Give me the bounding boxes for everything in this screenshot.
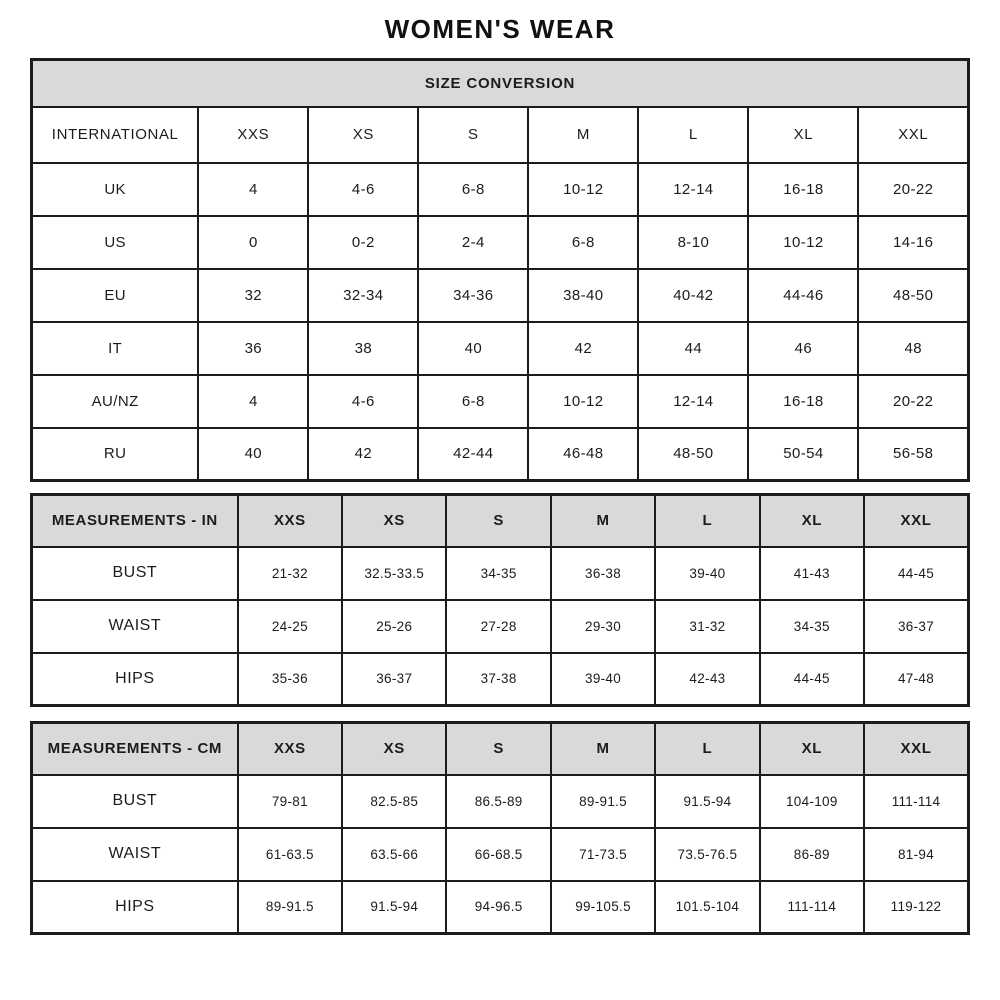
- size-cell: 0-2: [308, 216, 418, 269]
- table-row-eu: [32, 269, 969, 322]
- table-row-aunz: [32, 375, 969, 428]
- size-cell: 4: [198, 375, 308, 428]
- measure-cell: 82.5-85: [342, 775, 446, 828]
- size-cell: 48: [858, 322, 968, 375]
- size-cell: 40: [418, 322, 528, 375]
- measure-cell: 101.5-104: [655, 881, 759, 934]
- size-cell: 36: [198, 322, 308, 375]
- measure-cell: 71-73.5: [551, 828, 655, 881]
- column-header-row: [32, 495, 969, 547]
- table-row-hips-cm: [32, 881, 969, 934]
- row-label: WAIST: [32, 600, 238, 653]
- table-row-us: [32, 216, 969, 269]
- measure-cell: 37-38: [446, 653, 550, 706]
- measure-cell: 27-28: [446, 600, 550, 653]
- row-label: IT: [32, 322, 199, 375]
- size-cell: 48-50: [638, 428, 748, 481]
- size-cell: 34-36: [418, 269, 528, 322]
- col-header-xl: XL: [748, 107, 858, 163]
- measurements-in-table: [30, 493, 970, 707]
- size-cell: 16-18: [748, 375, 858, 428]
- col-header-xxs: XXS: [238, 495, 342, 547]
- size-cell: 12-14: [638, 375, 748, 428]
- col-header-xxl: XXL: [864, 495, 968, 547]
- measure-cell: 91.5-94: [342, 881, 446, 934]
- row-label: BUST: [32, 775, 238, 828]
- table-row-waist-in: [32, 600, 969, 653]
- size-cell: 4-6: [308, 163, 418, 216]
- measurements-cm-header: MEASUREMENTS - CM: [32, 723, 238, 775]
- measure-cell: 99-105.5: [551, 881, 655, 934]
- size-cell: 6-8: [418, 163, 528, 216]
- size-cell: 38: [308, 322, 418, 375]
- size-cell: 10-12: [528, 375, 638, 428]
- measure-cell: 35-36: [238, 653, 342, 706]
- col-header-xs: XS: [308, 107, 418, 163]
- size-cell: 2-4: [418, 216, 528, 269]
- column-header-row: [32, 107, 969, 163]
- size-cell: 14-16: [858, 216, 968, 269]
- size-conversion-banner: SIZE CONVERSION: [32, 60, 969, 107]
- row-label: BUST: [32, 547, 238, 600]
- size-cell: 40: [198, 428, 308, 481]
- col-header-international: INTERNATIONAL: [32, 107, 199, 163]
- measure-cell: 39-40: [655, 547, 759, 600]
- measure-cell: 47-48: [864, 653, 968, 706]
- table-row-bust-cm: [32, 775, 969, 828]
- column-header-row: [32, 723, 969, 775]
- row-label: RU: [32, 428, 199, 481]
- size-cell: 32-34: [308, 269, 418, 322]
- measure-cell: 29-30: [551, 600, 655, 653]
- measure-cell: 119-122: [864, 881, 968, 934]
- size-cell: 50-54: [748, 428, 858, 481]
- size-conversion-table: [30, 58, 970, 482]
- row-label: US: [32, 216, 199, 269]
- col-header-m: M: [551, 495, 655, 547]
- table-banner-row: [32, 60, 969, 107]
- col-header-xxl: XXL: [864, 723, 968, 775]
- size-cell: 6-8: [418, 375, 528, 428]
- table-row-it: [32, 322, 969, 375]
- size-cell: 42: [528, 322, 638, 375]
- col-header-m: M: [551, 723, 655, 775]
- measure-cell: 44-45: [864, 547, 968, 600]
- size-cell: 4: [198, 163, 308, 216]
- measure-cell: 36-37: [342, 653, 446, 706]
- size-cell: 6-8: [528, 216, 638, 269]
- row-label: HIPS: [32, 653, 238, 706]
- measure-cell: 63.5-66: [342, 828, 446, 881]
- size-cell: 40-42: [638, 269, 748, 322]
- col-header-xxs: XXS: [198, 107, 308, 163]
- page-title: WOMEN'S WEAR: [384, 14, 616, 44]
- row-label: HIPS: [32, 881, 238, 934]
- measure-cell: 21-32: [238, 547, 342, 600]
- measure-cell: 24-25: [238, 600, 342, 653]
- measure-cell: 111-114: [864, 775, 968, 828]
- size-cell: 48-50: [858, 269, 968, 322]
- size-cell: 20-22: [858, 163, 968, 216]
- col-header-l: L: [655, 723, 759, 775]
- size-cell: 10-12: [528, 163, 638, 216]
- size-cell: 38-40: [528, 269, 638, 322]
- col-header-s: S: [446, 723, 550, 775]
- col-header-xl: XL: [760, 495, 864, 547]
- col-header-m: M: [528, 107, 638, 163]
- measure-cell: 34-35: [446, 547, 550, 600]
- col-header-l: L: [638, 107, 748, 163]
- col-header-xs: XS: [342, 495, 446, 547]
- size-cell: 44: [638, 322, 748, 375]
- measure-cell: 34-35: [760, 600, 864, 653]
- size-cell: 0: [198, 216, 308, 269]
- size-cell: 44-46: [748, 269, 858, 322]
- measure-cell: 41-43: [760, 547, 864, 600]
- measure-cell: 61-63.5: [238, 828, 342, 881]
- size-cell: 32: [198, 269, 308, 322]
- row-label: EU: [32, 269, 199, 322]
- measure-cell: 86-89: [760, 828, 864, 881]
- row-label: WAIST: [32, 828, 238, 881]
- size-cell: 56-58: [858, 428, 968, 481]
- size-cell: 4-6: [308, 375, 418, 428]
- col-header-s: S: [446, 495, 550, 547]
- measure-cell: 91.5-94: [655, 775, 759, 828]
- col-header-s: S: [418, 107, 528, 163]
- measure-cell: 111-114: [760, 881, 864, 934]
- col-header-xl: XL: [760, 723, 864, 775]
- table-row-hips-in: [32, 653, 969, 706]
- measurements-in-header: MEASUREMENTS - IN: [32, 495, 238, 547]
- size-cell: 8-10: [638, 216, 748, 269]
- size-cell: 42: [308, 428, 418, 481]
- measure-cell: 39-40: [551, 653, 655, 706]
- measure-cell: 36-37: [864, 600, 968, 653]
- table-row-waist-cm: [32, 828, 969, 881]
- measurements-cm-table: [30, 721, 970, 935]
- measure-cell: 32.5-33.5: [342, 547, 446, 600]
- measure-cell: 25-26: [342, 600, 446, 653]
- size-cell: 42-44: [418, 428, 528, 481]
- size-cell: 12-14: [638, 163, 748, 216]
- size-cell: 10-12: [748, 216, 858, 269]
- col-header-xs: XS: [342, 723, 446, 775]
- table-row-bust-in: [32, 547, 969, 600]
- measure-cell: 42-43: [655, 653, 759, 706]
- size-cell: 20-22: [858, 375, 968, 428]
- measure-cell: 81-94: [864, 828, 968, 881]
- measure-cell: 73.5-76.5: [655, 828, 759, 881]
- row-label: UK: [32, 163, 199, 216]
- measure-cell: 86.5-89: [446, 775, 550, 828]
- measure-cell: 36-38: [551, 547, 655, 600]
- size-cell: 46: [748, 322, 858, 375]
- size-cell: 16-18: [748, 163, 858, 216]
- measure-cell: 104-109: [760, 775, 864, 828]
- col-header-xxl: XXL: [858, 107, 968, 163]
- col-header-l: L: [655, 495, 759, 547]
- table-row-uk: [32, 163, 969, 216]
- row-label: AU/NZ: [32, 375, 199, 428]
- measure-cell: 79-81: [238, 775, 342, 828]
- measure-cell: 89-91.5: [551, 775, 655, 828]
- measure-cell: 94-96.5: [446, 881, 550, 934]
- col-header-xxs: XXS: [238, 723, 342, 775]
- table-row-ru: [32, 428, 969, 481]
- measure-cell: 31-32: [655, 600, 759, 653]
- measure-cell: 44-45: [760, 653, 864, 706]
- measure-cell: 89-91.5: [238, 881, 342, 934]
- size-cell: 46-48: [528, 428, 638, 481]
- measure-cell: 66-68.5: [446, 828, 550, 881]
